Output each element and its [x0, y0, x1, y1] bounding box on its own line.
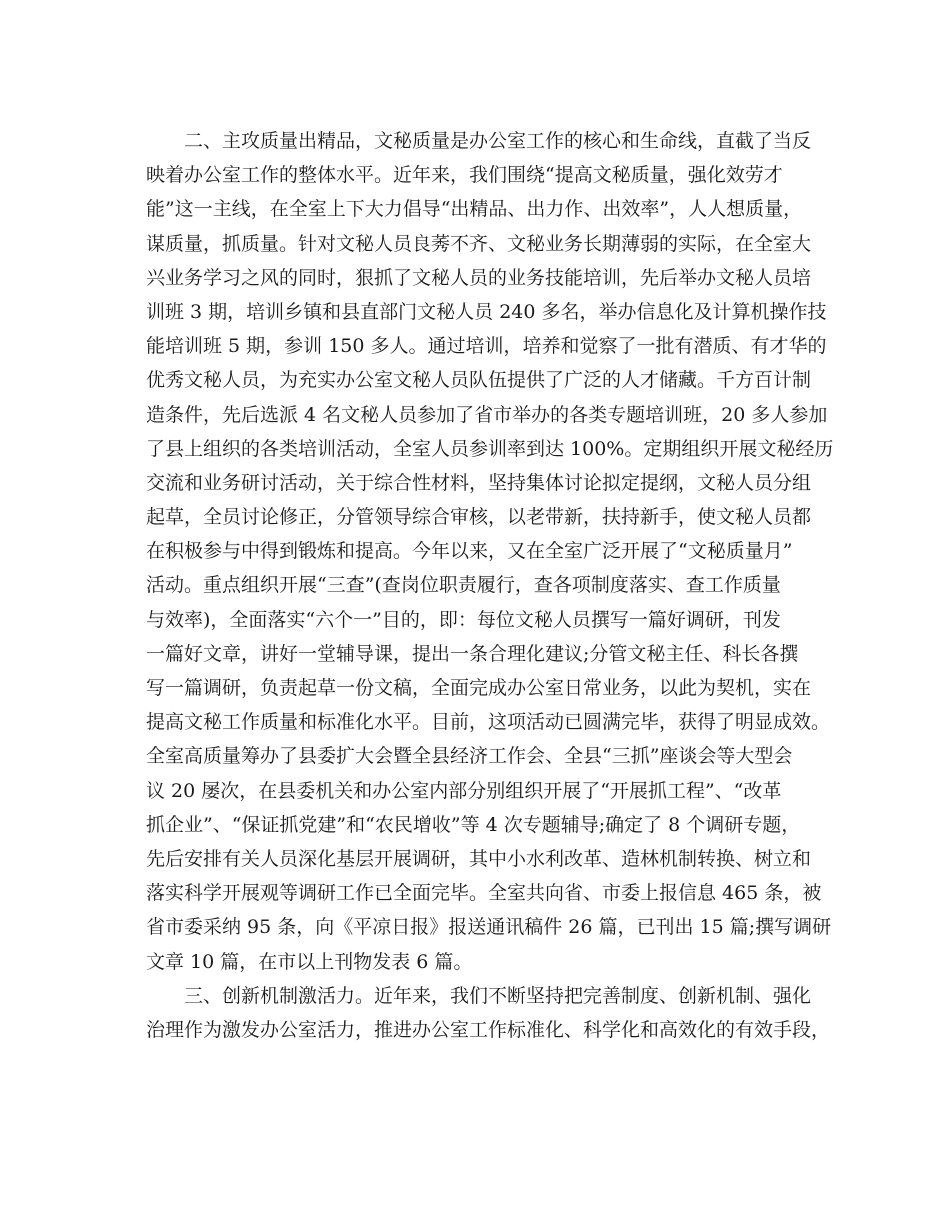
paragraph-line: 映着办公室工作的整体水平。近年来，我们围绕“提高文秘质量，强化效劳才	[146, 164, 783, 187]
document-body	[146, 124, 834, 1047]
paragraph-line: 与效率)，全面落实“六个一”目的，即：每位文秘人员撰写一篇好调研，刊发	[146, 608, 781, 631]
paragraph-line: 写一篇调研，负责起草一份文稿，全面完成办公室日常业务，以此为契机，实在	[146, 677, 812, 699]
paragraph-line: 提高文秘工作质量和标准化水平。目前，这项活动已圆满完毕，获得了明显成效。	[146, 711, 831, 734]
paragraph-line: 交流和业务研讨活动，关于综合性材料，坚持集体讨论拟定提纲，文秘人员分组	[146, 471, 812, 494]
paragraph-line: 优秀文秘人员，为充实办公室文秘人员队伍提供了广泛的人才储藏。千方百计制	[146, 369, 812, 392]
paragraph-line: 省市委采纳 95 条，向《平凉日报》报送通讯稿件 26 篇，已刊出 15 篇;撰写调研	[146, 916, 832, 939]
paragraph-line: 治理作为激发办公室活力，推进办公室工作标准化、科学化和高效化的有效手段，	[146, 1018, 831, 1041]
paragraph-line: 起草，全员讨论修正，分管领导综合审核，以老带新，扶持新手，使文秘人员都	[146, 506, 812, 529]
paragraph-line: 抓企业”、“保证抓党建”和“农民增收”等 4 次专题辅导;确定了 8 个调研专题，	[146, 813, 801, 836]
paragraph-line: 议 20 屡次，在县委机关和办公室内部分别组织开展了“开展抓工程”、“改革	[146, 779, 782, 802]
paragraph-line: 了县上组织的各类培训活动，全室人员参训率到达 100%。定期组织开展文秘经历	[146, 437, 834, 460]
paragraph-line: 谋质量，抓质量。针对文秘人员良莠不齐、文秘业务长期薄弱的实际，在全室大	[146, 232, 812, 255]
paragraph-line: 一篇好文章，讲好一堂辅导课，提出一条合理化建议;分管文秘主任、科长各撰	[146, 642, 799, 665]
paragraph-line: 造条件，先后选派 4 名文秘人员参加了省市举办的各类专题培训班，20 多人参加	[146, 403, 828, 426]
paragraph-line: 能”这一主线，在全室上下大力倡导“出精品、出力作、出效率”，人人想质量，	[146, 198, 803, 221]
paragraph-line: 落实科学开展观等调研工作已全面完毕。全室共向省、市委上报信息 465 条，被	[146, 882, 822, 905]
paragraph-line: 全室高质量筹办了县委扩大会暨全县经济工作会、全县“三抓”座谈会等大型会	[146, 745, 793, 768]
paragraph-line: 兴业务学习之风的同时，狠抓了文秘人员的业务技能培训，先后举办文秘人员培	[146, 266, 812, 289]
paragraph-line: 三、创新机制激活力。近年来，我们不断坚持把完善制度、创新机制、强化	[184, 984, 812, 1007]
paragraph-line: 活动。重点组织开展“三查”(查岗位职责履行，查各项制度落实、查工作质量	[146, 574, 781, 597]
paragraph-line: 二、主攻质量出精品，文秘质量是办公室工作的核心和生命线，直截了当反	[184, 130, 812, 152]
paragraph-line: 先后安排有关人员深化基层开展调研，其中小水利改革、造林机制转换、树立和	[146, 847, 812, 870]
paragraph-line: 在积极参与中得到锻炼和提高。今年以来，又在全室广泛开展了“文秘质量月”	[146, 540, 793, 563]
paragraph-line: 文章 10 篇，在市以上刊物发表 6 篇。	[146, 950, 473, 973]
paragraph-line: 能培训班 5 期，参训 150 多人。通过培训，培养和觉察了一批有潜质、有才华的	[146, 335, 827, 358]
paragraph-line: 训班 3 期，培训乡镇和县直部门文秘人员 240 多名，举办信息化及计算机操作技	[146, 300, 827, 323]
